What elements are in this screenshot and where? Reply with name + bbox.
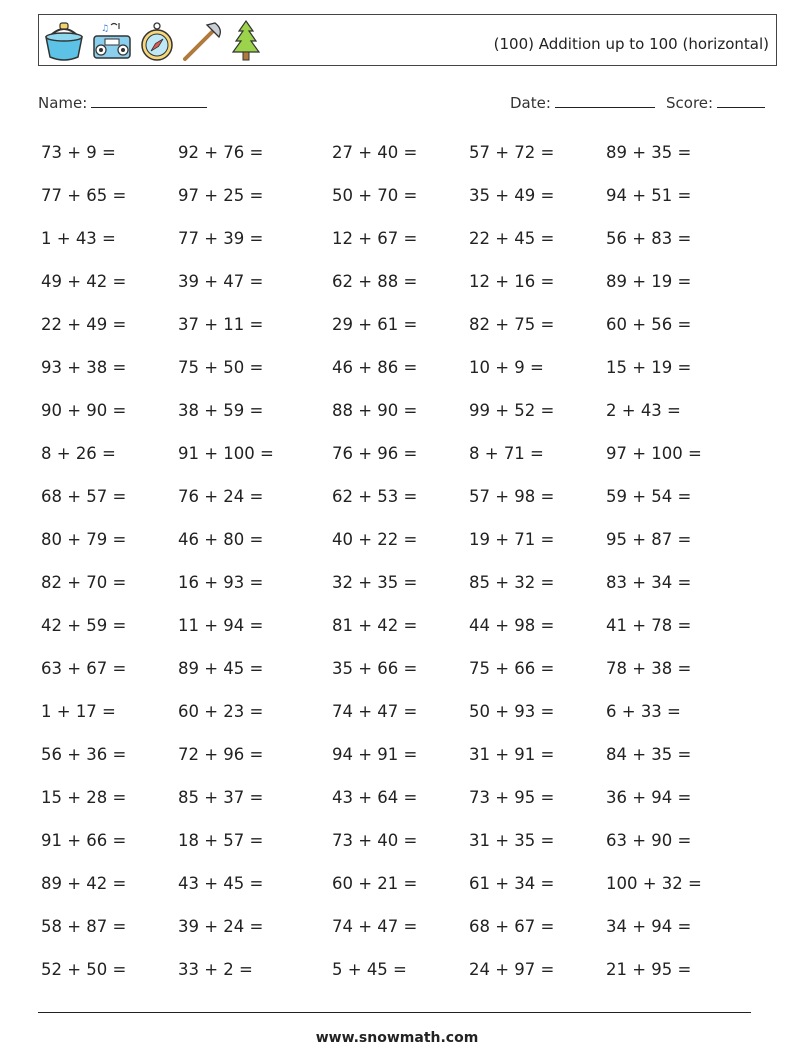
problem-row bbox=[41, 401, 741, 425]
problem-row bbox=[41, 960, 741, 984]
problem: 15 + 19 = bbox=[606, 358, 692, 377]
page-title: (100) Addition up to 100 (horizontal) bbox=[493, 35, 769, 53]
problem: 8 + 71 = bbox=[469, 444, 544, 463]
name-line[interactable] bbox=[91, 93, 207, 108]
problem: 99 + 52 = bbox=[469, 401, 555, 420]
problem: 27 + 40 = bbox=[332, 143, 418, 162]
problem: 58 + 87 = bbox=[41, 917, 127, 936]
svg-text:♫: ♫ bbox=[101, 24, 110, 34]
problem: 90 + 90 = bbox=[41, 401, 127, 420]
score-field bbox=[666, 93, 765, 112]
score-line[interactable] bbox=[717, 93, 765, 108]
problem: 94 + 91 = bbox=[332, 745, 418, 764]
problem: 80 + 79 = bbox=[41, 530, 127, 549]
name-field bbox=[38, 93, 207, 112]
problem: 52 + 50 = bbox=[41, 960, 127, 979]
problem: 83 + 34 = bbox=[606, 573, 692, 592]
problem: 73 + 9 = bbox=[41, 143, 116, 162]
problem: 6 + 33 = bbox=[606, 702, 681, 721]
problem: 95 + 87 = bbox=[606, 530, 692, 549]
problem-row bbox=[41, 229, 741, 253]
problem: 24 + 97 = bbox=[469, 960, 555, 979]
problem: 88 + 90 = bbox=[332, 401, 418, 420]
problem: 76 + 96 = bbox=[332, 444, 418, 463]
problem: 100 + 32 = bbox=[606, 874, 702, 893]
problem: 75 + 66 = bbox=[469, 659, 555, 678]
problem: 36 + 94 = bbox=[606, 788, 692, 807]
problem: 40 + 22 = bbox=[332, 530, 418, 549]
problem: 63 + 90 = bbox=[606, 831, 692, 850]
problem: 5 + 45 = bbox=[332, 960, 407, 979]
problem-row bbox=[41, 444, 741, 468]
tree-icon bbox=[231, 19, 261, 63]
problem-row bbox=[41, 702, 741, 726]
problem: 89 + 45 = bbox=[178, 659, 264, 678]
problem: 8 + 26 = bbox=[41, 444, 116, 463]
problem: 15 + 28 = bbox=[41, 788, 127, 807]
date-label: Date: bbox=[510, 94, 551, 112]
problem: 82 + 70 = bbox=[41, 573, 127, 592]
name-label: Name: bbox=[38, 94, 88, 112]
problem-row bbox=[41, 530, 741, 554]
problem: 29 + 61 = bbox=[332, 315, 418, 334]
problem: 42 + 59 = bbox=[41, 616, 127, 635]
problem: 50 + 70 = bbox=[332, 186, 418, 205]
problem: 61 + 34 = bbox=[469, 874, 555, 893]
problem: 85 + 37 = bbox=[178, 788, 264, 807]
problem: 38 + 59 = bbox=[178, 401, 264, 420]
problem: 32 + 35 = bbox=[332, 573, 418, 592]
date-field bbox=[510, 93, 655, 112]
icon-row bbox=[43, 17, 261, 65]
problem: 78 + 38 = bbox=[606, 659, 692, 678]
compass-icon bbox=[139, 19, 175, 63]
problem: 68 + 57 = bbox=[41, 487, 127, 506]
problem-row bbox=[41, 917, 741, 941]
problem: 74 + 47 = bbox=[332, 702, 418, 721]
problem: 63 + 67 = bbox=[41, 659, 127, 678]
bucket-icon bbox=[43, 19, 85, 63]
problem: 12 + 67 = bbox=[332, 229, 418, 248]
problem: 59 + 54 = bbox=[606, 487, 692, 506]
score-label: Score: bbox=[666, 94, 714, 112]
problem: 93 + 38 = bbox=[41, 358, 127, 377]
problem: 91 + 66 = bbox=[41, 831, 127, 850]
problem: 49 + 42 = bbox=[41, 272, 127, 291]
problem: 44 + 98 = bbox=[469, 616, 555, 635]
problem-row bbox=[41, 831, 741, 855]
problem: 89 + 42 = bbox=[41, 874, 127, 893]
problem: 77 + 39 = bbox=[178, 229, 264, 248]
problem: 89 + 19 = bbox=[606, 272, 692, 291]
problem: 73 + 40 = bbox=[332, 831, 418, 850]
problem: 39 + 47 = bbox=[178, 272, 264, 291]
problem-row bbox=[41, 745, 741, 769]
problem: 56 + 36 = bbox=[41, 745, 127, 764]
problem: 2 + 43 = bbox=[606, 401, 681, 420]
problem: 56 + 83 = bbox=[606, 229, 692, 248]
problem: 35 + 49 = bbox=[469, 186, 555, 205]
problem: 82 + 75 = bbox=[469, 315, 555, 334]
problem: 39 + 24 = bbox=[178, 917, 264, 936]
problem: 43 + 64 = bbox=[332, 788, 418, 807]
problem: 81 + 42 = bbox=[332, 616, 418, 635]
problem: 50 + 93 = bbox=[469, 702, 555, 721]
problem: 73 + 95 = bbox=[469, 788, 555, 807]
problem: 1 + 17 = bbox=[41, 702, 116, 721]
problem-row bbox=[41, 487, 741, 511]
problem-row bbox=[41, 659, 741, 683]
problem: 74 + 47 = bbox=[332, 917, 418, 936]
problem: 77 + 65 = bbox=[41, 186, 127, 205]
problem: 62 + 53 = bbox=[332, 487, 418, 506]
radio-icon bbox=[91, 19, 133, 63]
problem: 18 + 57 = bbox=[178, 831, 264, 850]
problem: 84 + 35 = bbox=[606, 745, 692, 764]
axe-icon bbox=[181, 19, 225, 63]
problem: 33 + 2 = bbox=[178, 960, 253, 979]
problem: 22 + 49 = bbox=[41, 315, 127, 334]
problem: 35 + 66 = bbox=[332, 659, 418, 678]
problem: 68 + 67 = bbox=[469, 917, 555, 936]
problem: 89 + 35 = bbox=[606, 143, 692, 162]
problem: 37 + 11 = bbox=[178, 315, 264, 334]
problem: 19 + 71 = bbox=[469, 530, 555, 549]
problem: 22 + 45 = bbox=[469, 229, 555, 248]
problem: 97 + 100 = bbox=[606, 444, 702, 463]
date-line[interactable] bbox=[555, 93, 655, 108]
problem: 85 + 32 = bbox=[469, 573, 555, 592]
problem-row bbox=[41, 616, 741, 640]
problem: 21 + 95 = bbox=[606, 960, 692, 979]
problem-row bbox=[41, 788, 741, 812]
problem: 91 + 100 = bbox=[178, 444, 274, 463]
problem-row bbox=[41, 143, 741, 167]
problem: 57 + 98 = bbox=[469, 487, 555, 506]
problem: 12 + 16 = bbox=[469, 272, 555, 291]
problem-row bbox=[41, 573, 741, 597]
problem: 34 + 94 = bbox=[606, 917, 692, 936]
problem: 75 + 50 = bbox=[178, 358, 264, 377]
problem: 97 + 25 = bbox=[178, 186, 264, 205]
problem: 16 + 93 = bbox=[178, 573, 264, 592]
header-box bbox=[38, 14, 777, 66]
problem: 92 + 76 = bbox=[178, 143, 264, 162]
problem: 72 + 96 = bbox=[178, 745, 264, 764]
problem: 46 + 86 = bbox=[332, 358, 418, 377]
problem: 11 + 94 = bbox=[178, 616, 264, 635]
problem: 43 + 45 = bbox=[178, 874, 264, 893]
problem-row bbox=[41, 315, 741, 339]
problem-row bbox=[41, 272, 741, 296]
problem-row bbox=[41, 186, 741, 210]
problem-row bbox=[41, 358, 741, 382]
footer-divider bbox=[38, 1012, 751, 1013]
problem: 60 + 23 = bbox=[178, 702, 264, 721]
problem: 10 + 9 = bbox=[469, 358, 544, 377]
problem: 1 + 43 = bbox=[41, 229, 116, 248]
problem-row bbox=[41, 874, 741, 898]
problem: 46 + 80 = bbox=[178, 530, 264, 549]
problem: 31 + 91 = bbox=[469, 745, 555, 764]
problem: 60 + 21 = bbox=[332, 874, 418, 893]
problem: 76 + 24 = bbox=[178, 487, 264, 506]
problem: 60 + 56 = bbox=[606, 315, 692, 334]
problem: 94 + 51 = bbox=[606, 186, 692, 205]
problem: 57 + 72 = bbox=[469, 143, 555, 162]
problem: 31 + 35 = bbox=[469, 831, 555, 850]
problem: 62 + 88 = bbox=[332, 272, 418, 291]
problem: 41 + 78 = bbox=[606, 616, 692, 635]
footer-url: www.snowmath.com bbox=[315, 1030, 479, 1046]
